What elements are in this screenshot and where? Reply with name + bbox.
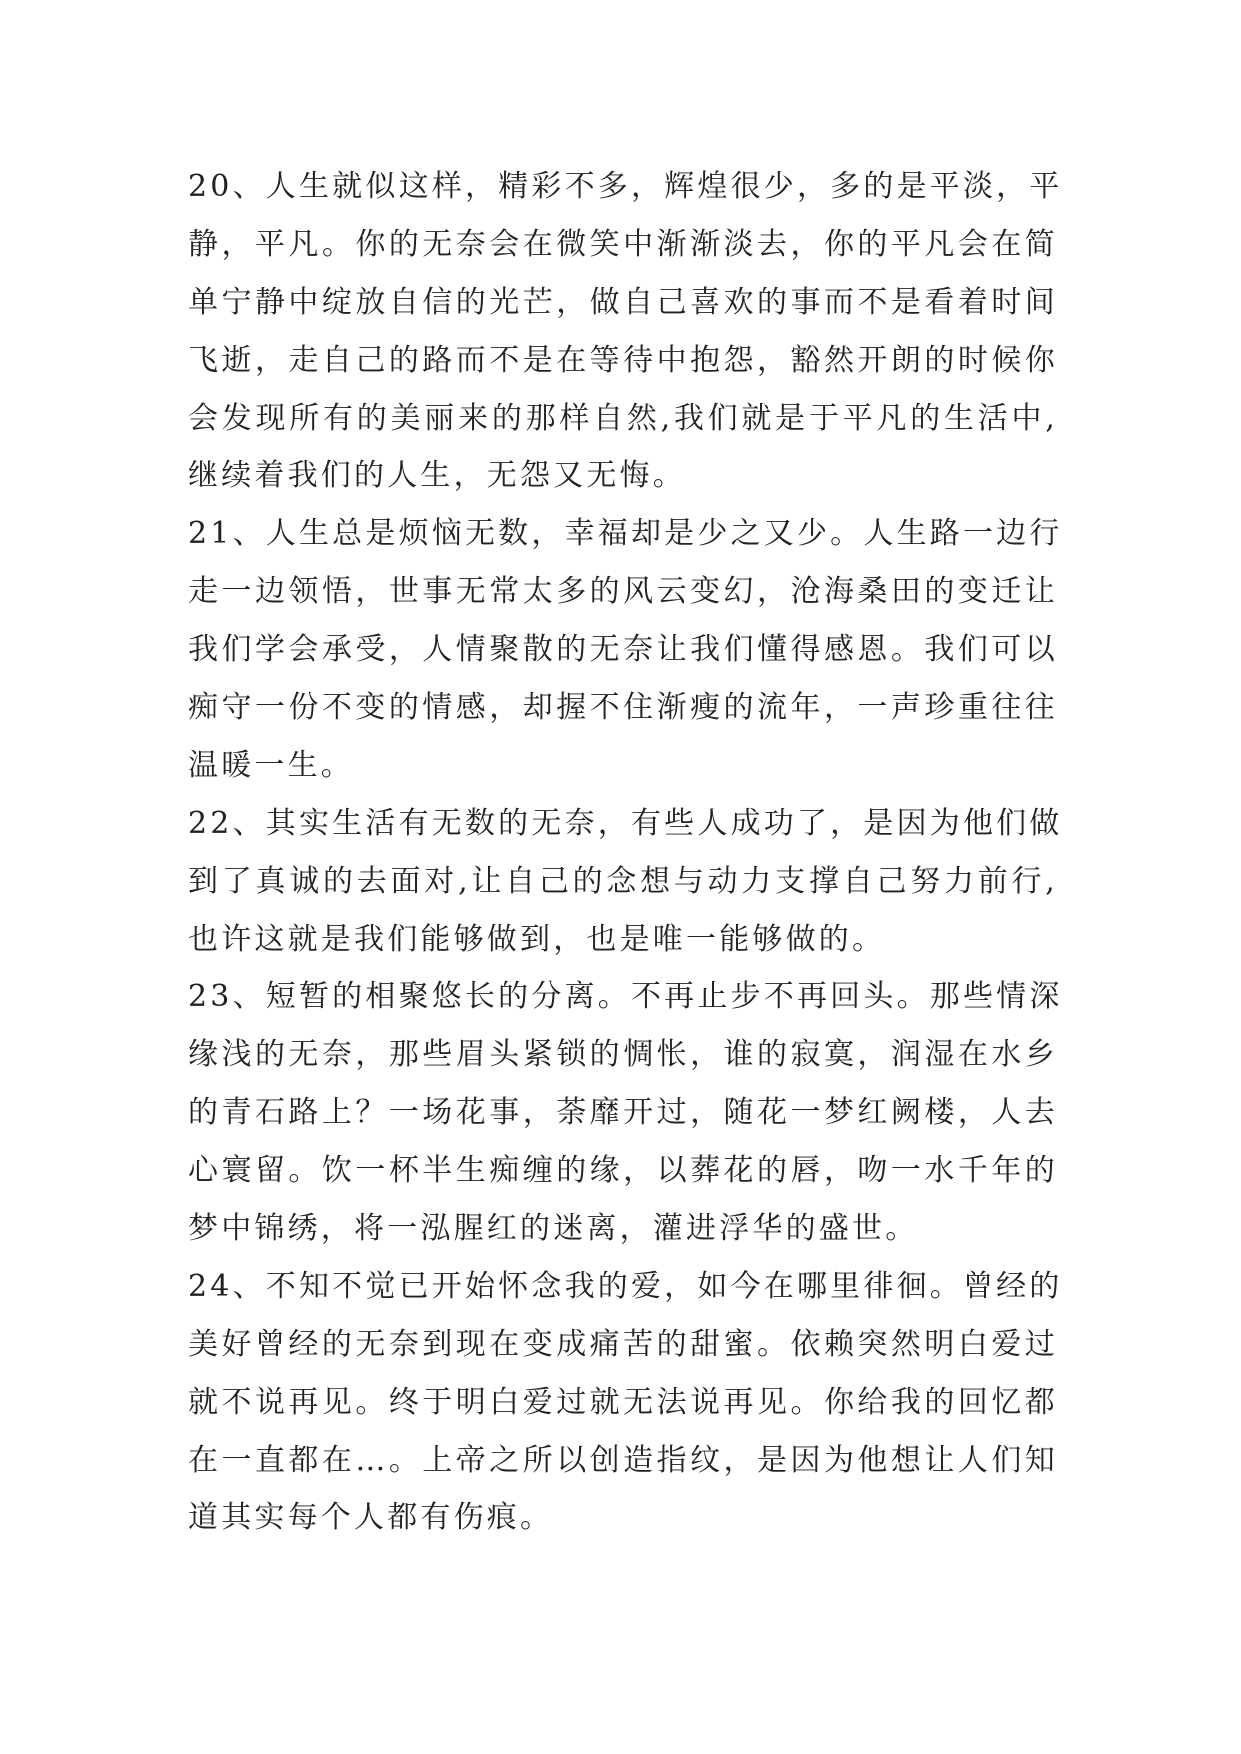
text-line: 我们学会承受，人情聚散的无奈让我们懂得感恩。我们可以	[188, 632, 1058, 668]
text-line: 会发现所有的美丽来的那样自然,我们就是于平凡的生活中,	[188, 400, 1058, 436]
text-line: 在一直都在…。上帝之所以创造指纹，是因为他想让人们知	[188, 1442, 1058, 1478]
text-line: 也许这就是我们能够做到，也是唯一能够做的。	[188, 921, 886, 957]
document-body	[188, 158, 1063, 1547]
text-line: 21、人生总是烦恼无数，幸福却是少之又少。人生路一边行	[188, 516, 1063, 552]
text-line: 22、其实生活有无数的无奈，有些人成功了，是因为他们做	[188, 805, 1063, 841]
text-line: 就不说再见。终于明白爱过就无法说再见。你给我的回忆都	[188, 1384, 1058, 1420]
paragraph-21	[188, 505, 1063, 794]
text-line: 梦中锦绣，将一泓腥红的迷离，灌进浮华的盛世。	[188, 1211, 919, 1247]
text-line: 缘浅的无奈，那些眉头紧锁的惆怅，谁的寂寞，润湿在水乡	[188, 1037, 1058, 1073]
paragraph-23	[188, 968, 1063, 1257]
text-line: 到了真诚的去面对,让自己的念想与动力支撑自己努力前行,	[188, 863, 1058, 899]
text-line: 走一边领悟，世事无常太多的风云变幻，沧海桑田的变迁让	[188, 574, 1058, 610]
text-line: 23、短暂的相聚悠长的分离。不再止步不再回头。那些情深	[188, 979, 1063, 1015]
text-line: 飞逝，走自己的路而不是在等待中抱怨，豁然开朗的时候你	[188, 342, 1058, 378]
paragraph-22	[188, 795, 1063, 969]
text-line: 道其实每个人都有伤痕。	[188, 1500, 554, 1536]
text-line: 静，平凡。你的无奈会在微笑中渐渐淡去，你的平凡会在简	[188, 226, 1058, 262]
paragraph-24	[188, 1258, 1063, 1547]
text-line: 痴守一份不变的情感，却握不住渐瘦的流年，一声珍重往往	[188, 690, 1058, 726]
paragraph-20	[188, 158, 1063, 505]
text-line: 的青石路上？一场花事，荼靡开过，随花一梦红阙楼，人去	[188, 1095, 1058, 1131]
text-line: 20、人生就似这样，精彩不多，辉煌很少，多的是平淡，平	[188, 169, 1063, 204]
text-line: 美好曾经的无奈到现在变成痛苦的甜蜜。依赖突然明白爱过	[188, 1326, 1058, 1362]
text-line: 24、不知不觉已开始怀念我的爱，如今在哪里徘徊。曾经的	[188, 1268, 1063, 1304]
text-line: 单宁静中绽放自信的光芒，做自己喜欢的事而不是看着时间	[188, 284, 1058, 320]
text-line: 温暖一生。	[188, 747, 354, 783]
text-line: 心寰留。饮一杯半生痴缠的缘，以葬花的唇，吻一水千年的	[188, 1153, 1058, 1189]
text-line: 继续着我们的人生，无怨又无悔。	[188, 458, 686, 494]
